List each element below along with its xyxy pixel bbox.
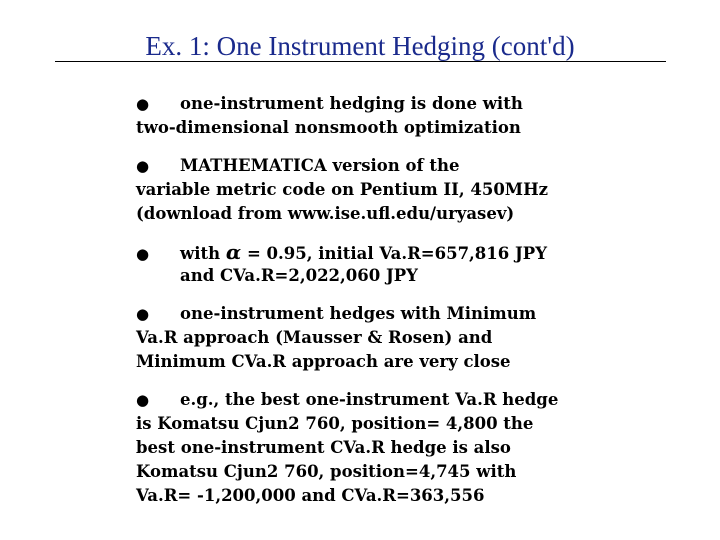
bullet-line (136, 154, 606, 178)
bullet-line: variable metric code on Pentium II, 450MHz (136, 180, 549, 199)
bullet-line: (download from www.ise.ufl.edu/uryasev) (136, 204, 515, 223)
bullet-text: MATHEMATICA version of the (180, 156, 460, 175)
bullet-line: is Komatsu Cjun2 760, position= 4,800 the (136, 414, 534, 433)
bullet-text: one-instrument hedging is done with (180, 94, 523, 113)
bullet-item-5 (136, 388, 606, 508)
bullet-dot-icon: ● (136, 245, 150, 263)
bullet-text: one-instrument hedges with Minimum (180, 304, 537, 323)
bullet-line: Va.R approach (Mausser & Rosen) and (136, 328, 493, 347)
slide-title: Ex. 1: One Instrument Hedging (cont'd) (145, 31, 575, 61)
bullet-list (136, 92, 606, 522)
bullet-line (136, 240, 606, 264)
bullet-item-1 (136, 92, 606, 140)
bullet-line: two-dimensional nonsmooth optimization (136, 118, 521, 137)
bullet-dot-icon: ● (136, 95, 150, 113)
bullet-dot-icon: ● (136, 157, 150, 175)
bullet-text: with (180, 244, 221, 263)
bullet-dot-icon: ● (136, 305, 150, 323)
bullet-item-2 (136, 154, 606, 226)
bullet-line (136, 388, 606, 412)
bullet-line (136, 264, 606, 288)
bullet-line: Va.R= -1,200,000 and CVa.R=363,556 (136, 486, 485, 505)
bullet-item-3 (136, 240, 606, 288)
alpha-symbol: α (225, 240, 242, 264)
bullet-item-4 (136, 302, 606, 374)
bullet-text: = 0.95, initial Va.R=657,816 JPY (246, 244, 547, 263)
title-underline (55, 61, 666, 62)
bullet-line: Komatsu Cjun2 760, position=4,745 with (136, 462, 517, 481)
bullet-line (136, 302, 606, 326)
bullet-text: and CVa.R=2,022,060 JPY (180, 266, 418, 285)
bullet-line (136, 92, 606, 116)
bullet-line: Minimum CVa.R approach are very close (136, 352, 511, 371)
bullet-line: best one-instrument CVa.R hedge is also (136, 438, 511, 457)
bullet-dot-icon: ● (136, 391, 150, 409)
bullet-text: e.g., the best one-instrument Va.R hedge (180, 390, 559, 409)
